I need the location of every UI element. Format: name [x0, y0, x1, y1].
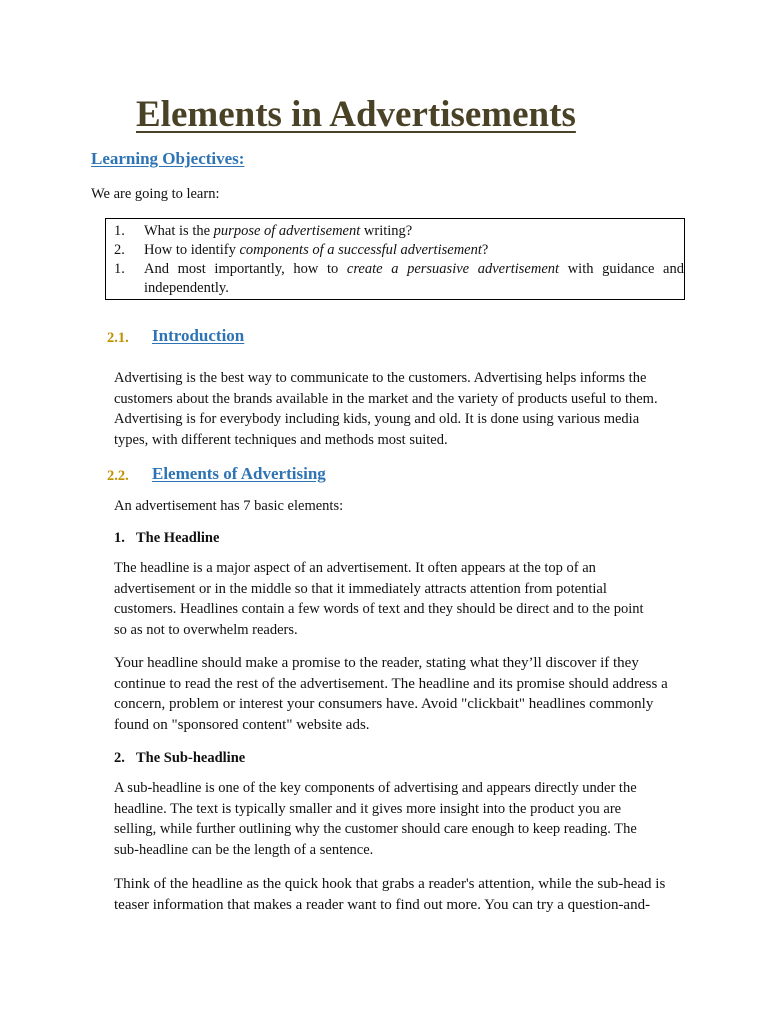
objective-text: How to identify components of a successful advertisement?: [144, 242, 489, 258]
objective-text: And most importantly, how to create a persuasive advertisement with guidance and independently.: [144, 261, 684, 296]
introduction-paragraph: Advertising is the best way to communicate to the customers. Advertising helps informs the customers about the brands available in the market and the variety of products useful to them. Advertising is for everybody including kids, young and old. It is done using various media types, with different techniques and methods most suited.: [114, 370, 658, 448]
page-title: Elements in Advertisements: [136, 94, 576, 135]
objectives-intro: We are going to learn:: [91, 186, 220, 202]
objectives-box: [105, 218, 685, 300]
section-title-introduction: Introduction: [152, 326, 245, 345]
element-heading-sub-headline: 2. The Sub-headline: [114, 750, 246, 766]
objective-number: 1.: [114, 223, 125, 239]
element-heading-headline: 1. The Headline: [114, 530, 220, 546]
objective-number: 1.: [114, 261, 125, 277]
section-number: 2.1.: [107, 330, 129, 346]
objective-text: What is the purpose of advertisement writing?: [144, 223, 413, 239]
section-title-elements-of-advertising: Elements of Advertising: [152, 464, 326, 483]
headline-paragraph: The headline is a major aspect of an advertisement. It often appears at the top of an advertisement or in the middle so that it immediately attracts attention from potential customers. Headlines contain a few words of text and they should be direct and to the point so as not to overwhelm readers.: [114, 560, 644, 638]
headline-promise-paragraph: Your headline should make a promise to the reader, stating what they’ll discover if they continue to read the rest of the advertisement. The headline and its promise should address a concern, problem or interest your consumers have. Avoid "clickbait" headlines commonly found on "sponsored content" website ads.: [114, 655, 668, 733]
objective-number: 2.: [114, 242, 125, 258]
sub-headline-paragraph: A sub-headline is one of the key components of advertising and appears directly under the headline. The text is typically smaller and it gives more insight into the product you are selling, while further outlining why the customer should care enough to keep reading. The sub-headline can be the length of a sentence.: [114, 780, 637, 858]
section-number: 2.2.: [107, 468, 129, 484]
elements-intro: An advertisement has 7 basic elements:: [114, 498, 344, 514]
learning-objectives-heading: Learning Objectives:: [91, 149, 245, 168]
sub-headline-hook-paragraph: Think of the headline as the quick hook that grabs a reader's attention, while the sub-head is teaser information that makes a reader want to find out more. You can try a question-and-: [114, 876, 666, 913]
